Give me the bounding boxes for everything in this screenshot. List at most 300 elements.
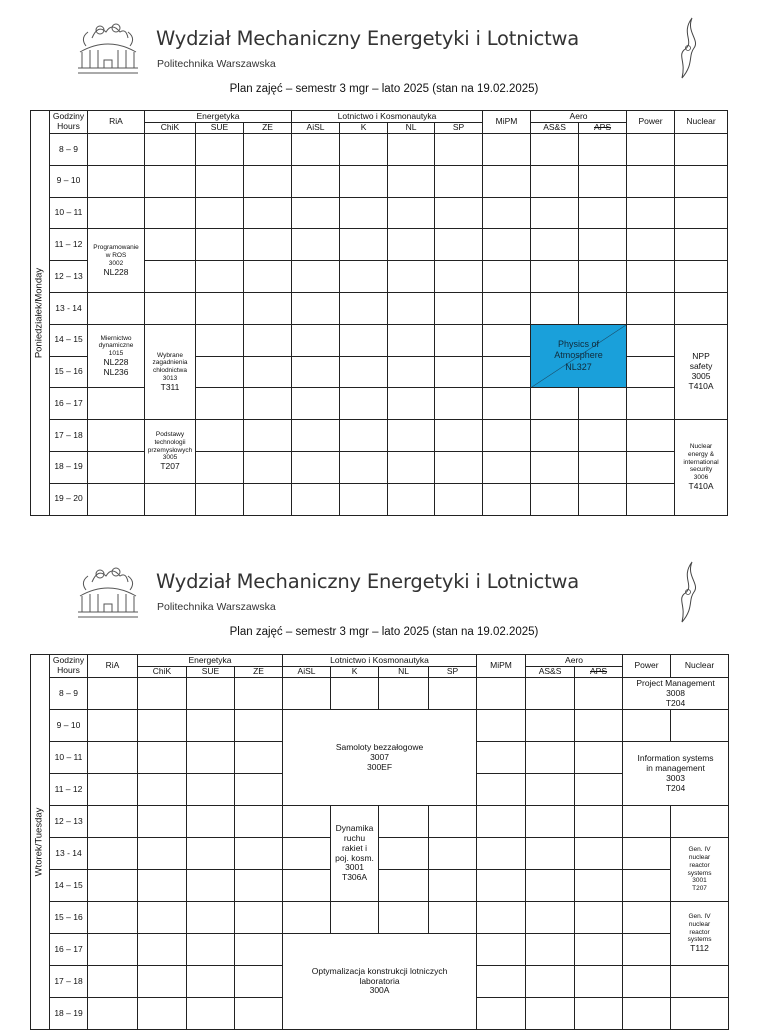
empty-slot (575, 902, 623, 934)
nuclear-header: Nuclear (675, 111, 728, 134)
power-header: Power (627, 111, 675, 134)
empty-slot (145, 134, 196, 166)
sue-subheader: SUE (187, 667, 235, 678)
empty-slot (575, 870, 623, 902)
ass-subheader: AS&S (531, 123, 579, 134)
empty-slot (623, 806, 671, 838)
aero-header: Aero (526, 655, 623, 667)
empty-slot (623, 710, 671, 742)
empty-slot (531, 483, 579, 515)
empty-slot (483, 388, 531, 420)
empty-slot (579, 134, 627, 166)
class-npp-safety[interactable]: NPP safety 3005 T410A (675, 324, 728, 419)
empty-slot (526, 806, 575, 838)
empty-slot (477, 902, 526, 934)
empty-slot (88, 134, 145, 166)
empty-slot (88, 742, 138, 774)
empty-slot (187, 870, 235, 902)
empty-slot (627, 165, 675, 197)
empty-slot (235, 710, 283, 742)
empty-slot (187, 806, 235, 838)
empty-slot (623, 902, 671, 934)
empty-slot (483, 134, 531, 166)
empty-slot (623, 997, 671, 1029)
empty-slot (531, 292, 579, 324)
empty-slot (235, 838, 283, 870)
empty-slot (138, 870, 187, 902)
empty-slot (292, 483, 340, 515)
empty-slot (627, 451, 675, 483)
empty-slot (244, 197, 292, 229)
empty-slot (429, 806, 477, 838)
hour-cell: 14 – 15 (50, 870, 88, 902)
nuclear-header: Nuclear (671, 655, 729, 678)
empty-slot (187, 774, 235, 806)
aisl-subheader: AiSL (283, 667, 331, 678)
empty-slot (483, 483, 531, 515)
empty-slot (138, 710, 187, 742)
class-gen4-reactors-t112[interactable]: Gen. IV nuclear reactor systems T112 (671, 902, 729, 966)
faculty-logo-icon (676, 16, 700, 80)
k-subheader: K (340, 123, 388, 134)
hour-cell: 8 – 9 (50, 678, 88, 710)
empty-slot (138, 838, 187, 870)
empty-slot (579, 292, 627, 324)
empty-slot (435, 165, 483, 197)
university-name: Politechnika Warszawska (157, 58, 276, 70)
empty-slot (244, 420, 292, 452)
empty-slot (627, 483, 675, 515)
empty-slot (579, 165, 627, 197)
empty-slot (575, 742, 623, 774)
empty-slot (88, 388, 145, 420)
class-podstawy-technologii[interactable]: Podstawy technologii przemysłowych 3005 T207 (145, 420, 196, 484)
empty-slot (483, 261, 531, 293)
empty-slot (675, 229, 728, 261)
empty-slot (340, 197, 388, 229)
empty-slot (627, 356, 675, 388)
empty-slot (579, 197, 627, 229)
aisl-subheader: AiSL (292, 123, 340, 134)
empty-slot (627, 388, 675, 420)
empty-slot (244, 261, 292, 293)
empty-slot (531, 197, 579, 229)
faculty-title: Wydział Mechaniczny Energetyki i Lotnictwa (156, 27, 580, 50)
sp-subheader: SP (429, 667, 477, 678)
class-physics-of-atmosphere[interactable]: Physics of Atmosphere NL327 (531, 324, 627, 388)
empty-slot (88, 420, 145, 452)
empty-slot (196, 197, 244, 229)
empty-slot (483, 356, 531, 388)
empty-slot (379, 806, 429, 838)
hour-cell: 15 – 16 (50, 902, 88, 934)
empty-slot (88, 165, 145, 197)
empty-slot (575, 838, 623, 870)
empty-slot (138, 774, 187, 806)
empty-slot (526, 742, 575, 774)
hour-cell: 12 – 13 (50, 806, 88, 838)
empty-slot (244, 356, 292, 388)
hour-cell: 13 - 14 (50, 292, 88, 324)
plan-title: Plan zajęć – semestr 3 mgr – lato 2025 (stan na 19.02.2025) (229, 83, 539, 95)
empty-slot (292, 197, 340, 229)
empty-slot (671, 806, 729, 838)
empty-slot (531, 165, 579, 197)
empty-slot (340, 356, 388, 388)
hour-cell: 17 – 18 (50, 420, 88, 452)
empty-slot (145, 229, 196, 261)
day-label-monday: Poniedziałek/Monday (31, 111, 50, 516)
empty-slot (575, 806, 623, 838)
empty-slot (88, 197, 145, 229)
empty-slot (196, 356, 244, 388)
hour-cell: 9 – 10 (50, 710, 88, 742)
ze-subheader: ZE (235, 667, 283, 678)
university-name: Politechnika Warszawska (157, 601, 276, 613)
empty-slot (244, 388, 292, 420)
ria-header: RiA (88, 655, 138, 678)
empty-slot (340, 388, 388, 420)
empty-slot (292, 420, 340, 452)
empty-slot (579, 420, 627, 452)
class-nuclear-energy-security[interactable]: Nuclear energy & international security 3006 T410A (675, 420, 728, 515)
empty-slot (526, 710, 575, 742)
sue-subheader: SUE (196, 123, 244, 134)
empty-slot (526, 774, 575, 806)
class-information-systems[interactable]: Information systems in management 3003 T204 (623, 742, 729, 806)
hour-cell: 18 – 19 (50, 997, 88, 1029)
empty-slot (388, 134, 435, 166)
empty-slot (145, 292, 196, 324)
sp-subheader: SP (435, 123, 483, 134)
empty-slot (187, 997, 235, 1029)
empty-slot (235, 774, 283, 806)
empty-slot (138, 965, 187, 997)
class-dynamika-ruchu-rakiet[interactable]: Dynamika ruchu rakiet i poj. kosm. 3001 T306A (331, 806, 379, 902)
empty-slot (283, 838, 331, 870)
class-miernictwo-dynamiczne[interactable]: Miernictwo dynamiczne 1015 NL228 NL236 (88, 324, 145, 388)
empty-slot (88, 710, 138, 742)
empty-slot (283, 678, 331, 710)
empty-slot (675, 261, 728, 293)
class-wybrane-zagadnienia[interactable]: Wybrane zagadnienia chłodnictwa 3013 T311 (145, 324, 196, 419)
empty-slot (675, 292, 728, 324)
empty-slot (196, 229, 244, 261)
empty-slot (138, 902, 187, 934)
ria-header: RiA (88, 111, 145, 134)
hour-cell: 8 – 9 (50, 134, 88, 166)
empty-slot (483, 420, 531, 452)
empty-slot (340, 292, 388, 324)
empty-slot (477, 838, 526, 870)
empty-slot (675, 197, 728, 229)
schedule-table-tuesday (30, 654, 729, 1030)
empty-slot (292, 134, 340, 166)
aps-subheader: APS (579, 123, 627, 134)
empty-slot (477, 870, 526, 902)
empty-slot (435, 134, 483, 166)
empty-slot (388, 165, 435, 197)
empty-slot (435, 229, 483, 261)
empty-slot (429, 838, 477, 870)
empty-slot (477, 965, 526, 997)
empty-slot (388, 229, 435, 261)
hours-header: Godziny Hours (50, 111, 88, 134)
hour-cell: 17 – 18 (50, 965, 88, 997)
empty-slot (187, 965, 235, 997)
empty-slot (435, 197, 483, 229)
empty-slot (187, 742, 235, 774)
power-header: Power (623, 655, 671, 678)
empty-slot (477, 710, 526, 742)
empty-slot (627, 261, 675, 293)
empty-slot (623, 838, 671, 870)
empty-slot (88, 292, 145, 324)
chik-subheader: ChiK (138, 667, 187, 678)
lotnictwo-header: Lotnictwo i Kosmonautyka (292, 111, 483, 123)
empty-slot (477, 934, 526, 966)
empty-slot (88, 678, 138, 710)
empty-slot (88, 934, 138, 966)
empty-slot (138, 934, 187, 966)
empty-slot (531, 229, 579, 261)
empty-slot (196, 420, 244, 452)
empty-slot (187, 934, 235, 966)
empty-slot (235, 870, 283, 902)
empty-slot (244, 451, 292, 483)
empty-slot (388, 197, 435, 229)
empty-slot (531, 451, 579, 483)
empty-slot (331, 902, 379, 934)
empty-slot (627, 292, 675, 324)
empty-slot (388, 324, 435, 356)
empty-slot (675, 134, 728, 166)
energetyka-header: Energetyka (145, 111, 292, 123)
empty-slot (579, 451, 627, 483)
empty-slot (435, 388, 483, 420)
empty-slot (483, 165, 531, 197)
empty-slot (88, 965, 138, 997)
empty-slot (575, 997, 623, 1029)
faculty-logo-icon (676, 560, 700, 624)
empty-slot (575, 710, 623, 742)
ze-subheader: ZE (244, 123, 292, 134)
empty-slot (575, 965, 623, 997)
empty-slot (88, 806, 138, 838)
empty-slot (483, 451, 531, 483)
empty-slot (477, 997, 526, 1029)
empty-slot (531, 420, 579, 452)
empty-slot (88, 838, 138, 870)
empty-slot (623, 870, 671, 902)
empty-slot (340, 229, 388, 261)
empty-slot (388, 292, 435, 324)
empty-slot (145, 197, 196, 229)
chik-subheader: ChiK (145, 123, 196, 134)
empty-slot (88, 483, 145, 515)
empty-slot (531, 388, 579, 420)
empty-slot (477, 806, 526, 838)
hour-cell: 9 – 10 (50, 165, 88, 197)
hours-header: Godziny Hours (50, 655, 88, 678)
class-gen4-reactors-t207[interactable]: Gen. IV nuclear reactor systems 3001 T207 (671, 838, 729, 902)
empty-slot (235, 678, 283, 710)
empty-slot (435, 261, 483, 293)
empty-slot (483, 197, 531, 229)
class-project-management[interactable]: Project Management 3008 T204 (623, 678, 729, 710)
ass-subheader: AS&S (526, 667, 575, 678)
empty-slot (388, 356, 435, 388)
empty-slot (88, 870, 138, 902)
aero-header: Aero (531, 111, 627, 123)
empty-slot (526, 997, 575, 1029)
empty-slot (138, 806, 187, 838)
empty-slot (331, 678, 379, 710)
empty-slot (623, 934, 671, 966)
empty-slot (675, 165, 728, 197)
plan-title: Plan zajęć – semestr 3 mgr – lato 2025 (stan na 19.02.2025) (229, 626, 539, 638)
empty-slot (340, 451, 388, 483)
empty-slot (88, 997, 138, 1029)
empty-slot (379, 902, 429, 934)
empty-slot (187, 902, 235, 934)
aps-subheader: APS (575, 667, 623, 678)
empty-slot (379, 678, 429, 710)
empty-slot (531, 134, 579, 166)
empty-slot (244, 483, 292, 515)
empty-slot (627, 229, 675, 261)
empty-slot (435, 324, 483, 356)
empty-slot (483, 292, 531, 324)
hour-cell: 19 – 20 (50, 483, 88, 515)
class-optymalizacja-konstrukcji[interactable]: Optymalizacja konstrukcji lotniczych laboratoria 300A (283, 934, 477, 1030)
empty-slot (340, 134, 388, 166)
empty-slot (283, 806, 331, 838)
empty-slot (429, 678, 477, 710)
empty-slot (292, 292, 340, 324)
empty-slot (579, 388, 627, 420)
empty-slot (138, 678, 187, 710)
empty-slot (235, 934, 283, 966)
empty-slot (526, 965, 575, 997)
empty-slot (196, 134, 244, 166)
empty-slot (196, 165, 244, 197)
empty-slot (145, 165, 196, 197)
empty-slot (196, 483, 244, 515)
empty-slot (531, 261, 579, 293)
empty-slot (292, 261, 340, 293)
empty-slot (579, 229, 627, 261)
empty-slot (340, 420, 388, 452)
empty-slot (196, 292, 244, 324)
hour-cell: 16 – 17 (50, 934, 88, 966)
empty-slot (340, 324, 388, 356)
empty-slot (575, 934, 623, 966)
empty-slot (429, 870, 477, 902)
schedule-table-monday (30, 110, 728, 516)
empty-slot (138, 742, 187, 774)
empty-slot (292, 356, 340, 388)
empty-slot (244, 324, 292, 356)
empty-slot (235, 902, 283, 934)
empty-slot (575, 678, 623, 710)
empty-slot (340, 261, 388, 293)
empty-slot (379, 870, 429, 902)
empty-slot (145, 483, 196, 515)
empty-slot (477, 742, 526, 774)
empty-slot (627, 324, 675, 356)
empty-slot (526, 934, 575, 966)
hour-cell: 10 – 11 (50, 742, 88, 774)
empty-slot (435, 483, 483, 515)
empty-slot (340, 483, 388, 515)
empty-slot (283, 902, 331, 934)
empty-slot (244, 165, 292, 197)
class-samoloty-bezzalogowe[interactable]: Samoloty bezzałogowe 3007 300EF (283, 710, 477, 806)
energetyka-header: Energetyka (138, 655, 283, 667)
empty-slot (579, 261, 627, 293)
empty-slot (145, 261, 196, 293)
empty-slot (483, 229, 531, 261)
empty-slot (477, 774, 526, 806)
empty-slot (187, 710, 235, 742)
empty-slot (388, 388, 435, 420)
class-programowanie-ros[interactable]: Programowanie w ROS 3002 NL228 (88, 229, 145, 293)
empty-slot (196, 388, 244, 420)
empty-slot (196, 451, 244, 483)
empty-slot (379, 838, 429, 870)
empty-slot (292, 229, 340, 261)
empty-slot (292, 451, 340, 483)
empty-slot (579, 483, 627, 515)
empty-slot (283, 870, 331, 902)
hour-cell: 11 – 12 (50, 774, 88, 806)
empty-slot (88, 774, 138, 806)
empty-slot (292, 388, 340, 420)
nl-subheader: NL (379, 667, 429, 678)
hour-cell: 15 – 16 (50, 356, 88, 388)
empty-slot (627, 420, 675, 452)
mipm-header: MiPM (483, 111, 531, 134)
empty-slot (671, 710, 729, 742)
empty-slot (526, 902, 575, 934)
empty-slot (340, 165, 388, 197)
empty-slot (575, 774, 623, 806)
lotnictwo-header: Lotnictwo i Kosmonautyka (283, 655, 477, 667)
empty-slot (187, 678, 235, 710)
empty-slot (292, 165, 340, 197)
empty-slot (526, 870, 575, 902)
empty-slot (435, 420, 483, 452)
hour-cell: 13 - 14 (50, 838, 88, 870)
empty-slot (88, 902, 138, 934)
empty-slot (627, 197, 675, 229)
empty-slot (388, 420, 435, 452)
empty-slot (483, 324, 531, 356)
empty-slot (244, 292, 292, 324)
empty-slot (671, 997, 729, 1029)
empty-slot (244, 134, 292, 166)
hour-cell: 10 – 11 (50, 197, 88, 229)
empty-slot (235, 806, 283, 838)
empty-slot (435, 356, 483, 388)
empty-slot (244, 229, 292, 261)
empty-slot (388, 451, 435, 483)
hour-cell: 14 – 15 (50, 324, 88, 356)
empty-slot (429, 902, 477, 934)
empty-slot (671, 965, 729, 997)
empty-slot (477, 678, 526, 710)
